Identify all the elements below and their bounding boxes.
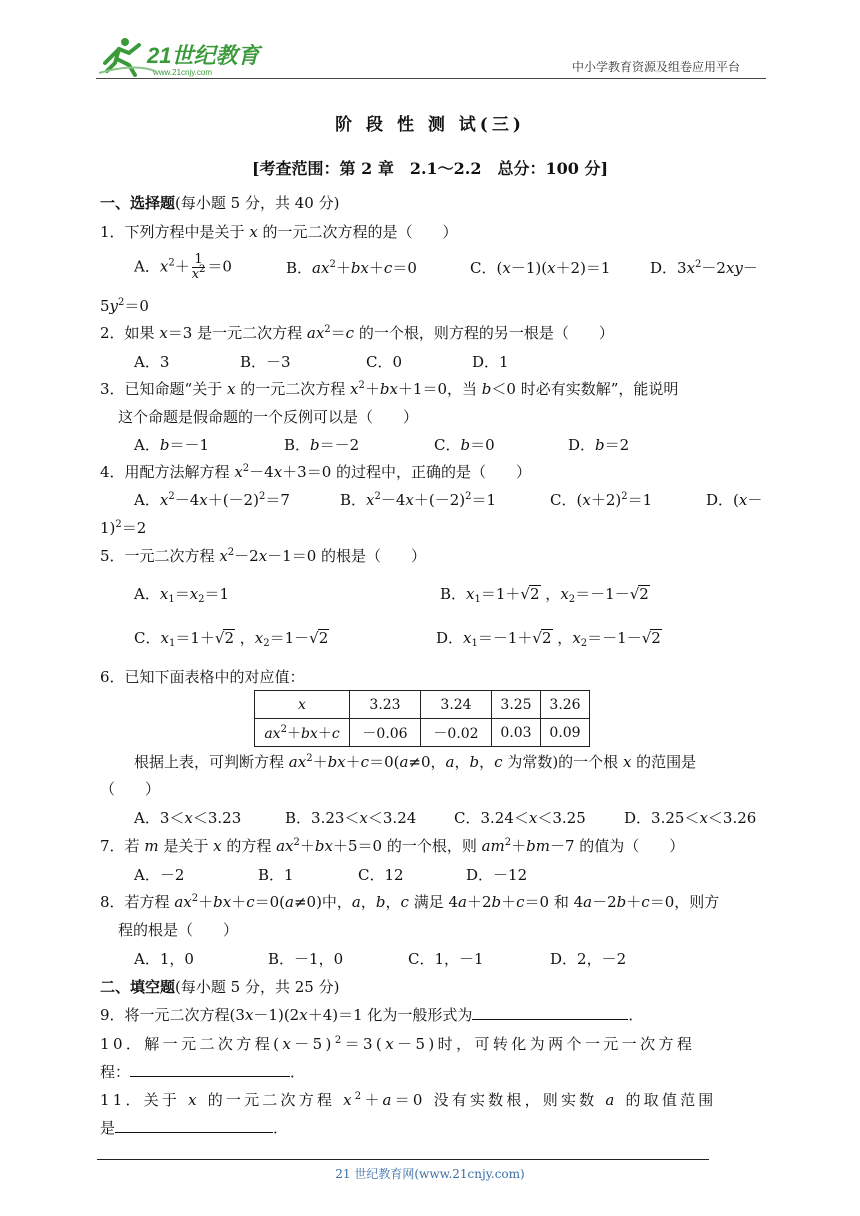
question-6-option-d: D．3.25＜x＜3.26 bbox=[624, 809, 757, 827]
question-1-options: A．$x^2+$ $\frac{1}{x^2}$ ＝0 bbox=[134, 252, 232, 282]
section-heading-choice: 一、选择题(每小题 5 分，共 40 分) bbox=[100, 194, 340, 212]
table-header-cell: x bbox=[255, 691, 350, 719]
question-2-option-d: D．1 bbox=[472, 353, 509, 371]
question-10-cont: 程： ． bbox=[100, 1063, 306, 1081]
question-6-option-c: C．3.24＜x＜3.25 bbox=[454, 809, 586, 827]
question-5-option-b: B．$x_1=1+√2$ ，$x_2=-1-√2$ bbox=[440, 585, 649, 605]
footer-link[interactable]: 21 世纪教育网(www.21cnjy.com) bbox=[335, 1167, 525, 1181]
question-5-option-d: D．$x_1=-1+√2$ ，$x_2=-1-√2$ bbox=[436, 629, 661, 649]
table-cell: 0.09 bbox=[541, 719, 590, 747]
question-2-option-c: C．0 bbox=[366, 353, 403, 371]
question-4-option-a: A．$x^2-4x+(-2)^2=7$ bbox=[134, 491, 290, 509]
svg-text:21世纪教育: 21世纪教育 bbox=[147, 43, 260, 68]
question-4-stem: 4．用配方法解方程 $x^2-4x+3=0$ 的过程中，正确的是（ ） bbox=[100, 463, 532, 481]
question-2-option-a: A．3 bbox=[134, 353, 170, 371]
question-5-stem: 5．一元二次方程 $x^2-2x-1=0$ 的根是（ ） bbox=[100, 547, 427, 565]
table-cell: 3.24 bbox=[421, 691, 492, 719]
question-3-stem: 3．已知命题“关于 x 的一元二次方程 $x^2+bx+1=0$，当 b＜0 时必有实数解”，能说明 bbox=[100, 380, 679, 398]
table-header-cell: $ax^2+bx+c$ bbox=[255, 719, 350, 747]
table-row bbox=[255, 691, 590, 719]
question-3-stem-cont: 这个命题是假命题的一个反例可以是（ ） bbox=[118, 408, 419, 426]
question-7-stem: 7．若 m 是关于 x 的方程 $ax^2+bx+5=0$ 的一个根，则 $am^2+bm-7$ 的值为（ ） bbox=[100, 837, 685, 855]
table-cell: 0.03 bbox=[492, 719, 541, 747]
question-5-option-c: C．$x_1=1+√2$ ，$x_2=1-√2$ bbox=[134, 629, 329, 649]
question-1-option-d-cont: $5y^2=0$ bbox=[100, 297, 149, 315]
question-8-option-d: D．2，－2 bbox=[550, 950, 627, 968]
page-subtitle: [考查范围：第 2 章 2.1～2.2 总分：100 分] bbox=[251, 159, 609, 178]
question-2-option-b: B．－3 bbox=[240, 353, 291, 371]
question-3-option-d: D．b＝2 bbox=[568, 436, 630, 454]
question-1-stem: 1．下列方程中是关于 x 的一元二次方程的是（ ） bbox=[100, 223, 458, 241]
question-8-option-c: C．1，－1 bbox=[408, 950, 484, 968]
question-8-stem-cont: 程的根是（ ） bbox=[118, 921, 239, 939]
question-8-option-a: A．1，0 bbox=[134, 950, 194, 968]
question-1-option-b: B．$ax^2+bx+c=0$ bbox=[286, 259, 417, 277]
question-1-option-d: D．$3x^2-2xy-$ bbox=[650, 259, 758, 277]
question-6-option-a: A．3＜x＜3.23 bbox=[134, 809, 242, 827]
question-3-option-c: C．b＝0 bbox=[434, 436, 495, 454]
header-platform-text: 中小学教育资源及组卷应用平台 bbox=[572, 60, 741, 74]
question-7-option-b: B．1 bbox=[258, 866, 294, 884]
question-4-option-c: C．$(x+2)^2=1$ bbox=[550, 491, 653, 509]
question-3-option-b: B．b＝－2 bbox=[284, 436, 360, 454]
page-title: 阶 段 性 测 试(三) bbox=[335, 115, 525, 135]
site-logo bbox=[95, 33, 265, 79]
table-cell: 3.23 bbox=[350, 691, 421, 719]
question-6-bracket: （ ） bbox=[100, 780, 161, 798]
question-1-option-c: C．(x－1)(x＋2)＝1 bbox=[470, 259, 611, 277]
question-6-text: 根据上表，可判断方程 $ax^2+bx+c=0(a\ne 0$，a，b，c 为常数)的一个根 x 的范围是 bbox=[134, 753, 697, 771]
question-8-stem: 8．若方程 $ax^2+bx+c=0(a\ne 0)$中，a，b，c 满足 4a＋2b＋c＝0 和 4a－2b＋c＝0，则方 bbox=[100, 893, 720, 911]
question-4-option-b: B．$x^2-4x+(-2)^2=1$ bbox=[340, 491, 497, 509]
table-cell: 3.25 bbox=[492, 691, 541, 719]
question-10: 10．解一元二次方程$(x-5)^2=3(x-5)$时，可转化为两个一元一次方程 bbox=[100, 1035, 696, 1053]
table-cell: －0.06 bbox=[350, 719, 421, 747]
table-cell: －0.02 bbox=[421, 719, 492, 747]
answer-blank[interactable] bbox=[472, 1005, 628, 1020]
question-9: 9．将一元二次方程(3x－1)(2x＋4)＝1 化为一般形式为 ． bbox=[100, 1006, 644, 1024]
question-3-option-a: A．b＝－1 bbox=[134, 436, 209, 454]
svg-text:www.21cnjy.com: www.21cnjy.com bbox=[153, 68, 212, 77]
question-8-option-b: B．－1，0 bbox=[268, 950, 344, 968]
question-2-stem: 2．如果 x＝3 是一元二次方程 $ax^2=c$ 的一个根，则方程的另一根是（ ） bbox=[100, 324, 614, 342]
question-11: 11．关于 x 的一元二次方程 $x^2+a=0$ 没有实数根，则实数 a 的取值范围 bbox=[100, 1091, 717, 1109]
question-4-option-d-cont: 1)$^2$＝2 bbox=[100, 519, 147, 537]
answer-blank[interactable] bbox=[115, 1118, 273, 1133]
answer-blank[interactable] bbox=[130, 1062, 290, 1077]
question-5-option-a: A．$x_1=x_2=1$ bbox=[134, 585, 230, 605]
values-table bbox=[254, 690, 590, 747]
header-divider bbox=[96, 78, 766, 79]
question-7-option-d: D．－12 bbox=[466, 866, 528, 884]
question-4-option-d: D．(x－ bbox=[706, 491, 763, 509]
table-row bbox=[255, 719, 590, 747]
section-heading-fill: 二、填空题(每小题 5 分，共 25 分) bbox=[100, 978, 340, 996]
footer-divider bbox=[97, 1159, 709, 1160]
table-cell: 3.26 bbox=[541, 691, 590, 719]
question-7-option-c: C．12 bbox=[358, 866, 404, 884]
question-7-option-a: A．－2 bbox=[134, 866, 185, 884]
question-11-cont: 是 ． bbox=[100, 1119, 289, 1137]
question-6-stem: 6．已知下面表格中的对应值： bbox=[100, 668, 305, 686]
question-6-option-b: B．3.23＜x＜3.24 bbox=[285, 809, 417, 827]
